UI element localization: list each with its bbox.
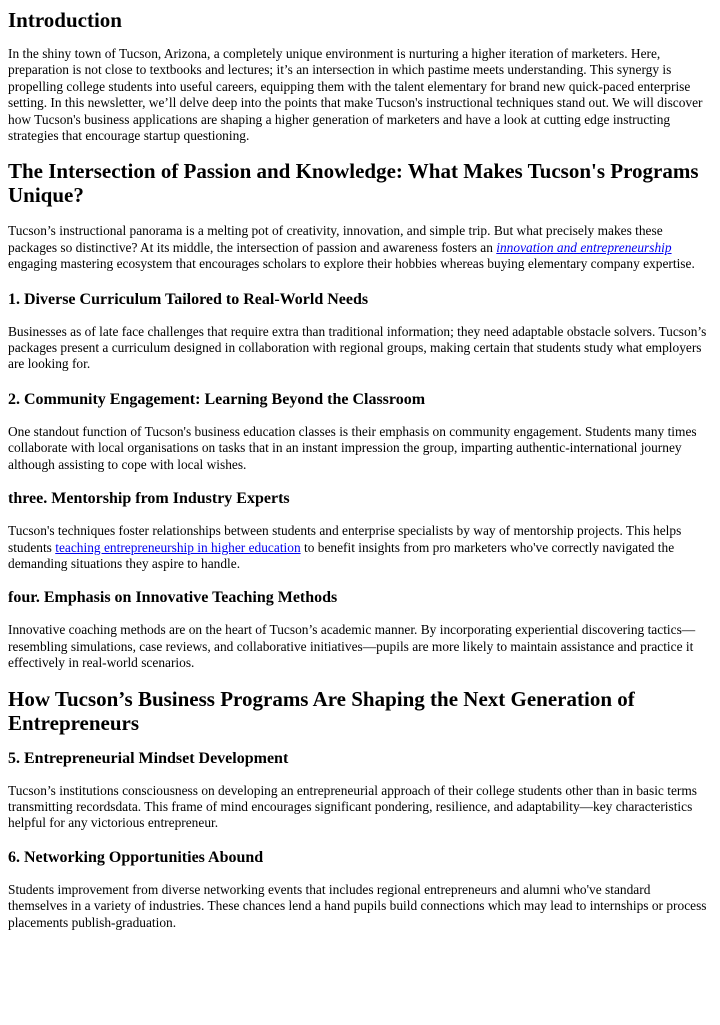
paragraph-intersection [8,223,712,272]
heading-introduction: Introduction [8,8,122,32]
link-teaching-entrepreneurship[interactable]: teaching entrepreneurship in higher education [55,539,301,555]
heading-intersection: The Intersection of Passion and Knowledge: What Makes Tucson's Programs Unique? [8,159,699,208]
heading-mentorship: three. Mentorship from Industry Experts [8,490,290,508]
heading-shaping: How Tucson’s Business Programs Are Shaping the Next Generation of Entrepreneurs [8,686,635,735]
paragraph-mindset: Tucson’s institutions consciousness on developing an entrepreneurial approach of their college students other than in basic terms transmitting recordsdata. This frame of mind encourages significant pondering, resilience, and adaptability—key characteristics helpful for any victorious entrepreneur. [8,782,697,831]
heading-teaching: four. Emphasis on Innovative Teaching Methods [8,589,338,607]
paragraph-community: One standout function of Tucson's business education classes is their emphasis on community engagement. Students many times collaborate with local organisations on tasks that in an instant impression the group, imparting authentic-international journey although assisting to cope with local wishes. [8,423,697,472]
paragraph-teaching: Innovative coaching methods are on the heart of Tucson’s academic manner. By incorporating experiential discovering tactics—resembling simulations, case reviews, and collaborative initiatives—pupils are more likely to maintain assistance and practice it effectively in real-world scenarios. [8,622,696,671]
paragraph-introduction: In the shiny town of Tucson, Arizona, a completely unique environment is nurturing a higher iteration of marketers. Here, preparation is not close to textbooks and lectures; it’s an intersection in which pastime meets understanding. This synergy is propelling college students into useful careers, equipping them with the talent elementary for brand new quick-paced enterprise setting. In this newsletter, we’ll delve deep into the points that make Tucson's instructional techniques stand out. We will discover how Tucson's business applications are shaping a higher generation of marketers and have a look at cutting edge instructing strategies that encourage startup questioning. [8,46,703,144]
heading-networking: 6. Networking Opportunities Abound [8,848,264,866]
link-innovation-entrepreneurship[interactable]: innovation and entrepreneurship [496,239,672,255]
paragraph-curriculum: Businesses as of late face challenges that require extra than traditional information; they need adaptable obstacle solvers. Tucson’s packages present a curriculum designed in collaboration with regional groups, making certain that students study what employers are looking for. [8,323,707,372]
heading-mindset: 5. Entrepreneurial Mindset Development [8,749,289,767]
intersection-text-after: engaging mastering ecosystem that encourages scholars to explore their hobbies whereas buying elementary company expertise. [8,256,695,272]
paragraph-mentorship [8,523,712,572]
heading-curriculum: 1. Diverse Curriculum Tailored to Real-World Needs [8,290,369,308]
article [0,8,720,931]
mentorship-text-before: Tucson's techniques foster relationships between students and enterprise specialists by way of mentorship projects. This helps students [8,523,682,555]
intersection-text-before: Tucson’s instructional panorama is a melting pot of creativity, innovation, and simple trip. But what precisely makes these packages so distinctive? At its middle, the intersection of passion and awareness fosters an [8,223,663,255]
paragraph-networking: Students improvement from diverse networking events that includes regional entrepreneurs and alumni who've standard themselves in a variety of industries. These chances lend a hand pupils build connections which may lead to internships or process placements publish-graduation. [8,881,707,930]
mentorship-text-after: to benefit insights from pro marketers who've correctly navigated the demanding situations they aspire to handle. [8,539,675,571]
heading-community: 2. Community Engagement: Learning Beyond the Classroom [8,390,426,408]
